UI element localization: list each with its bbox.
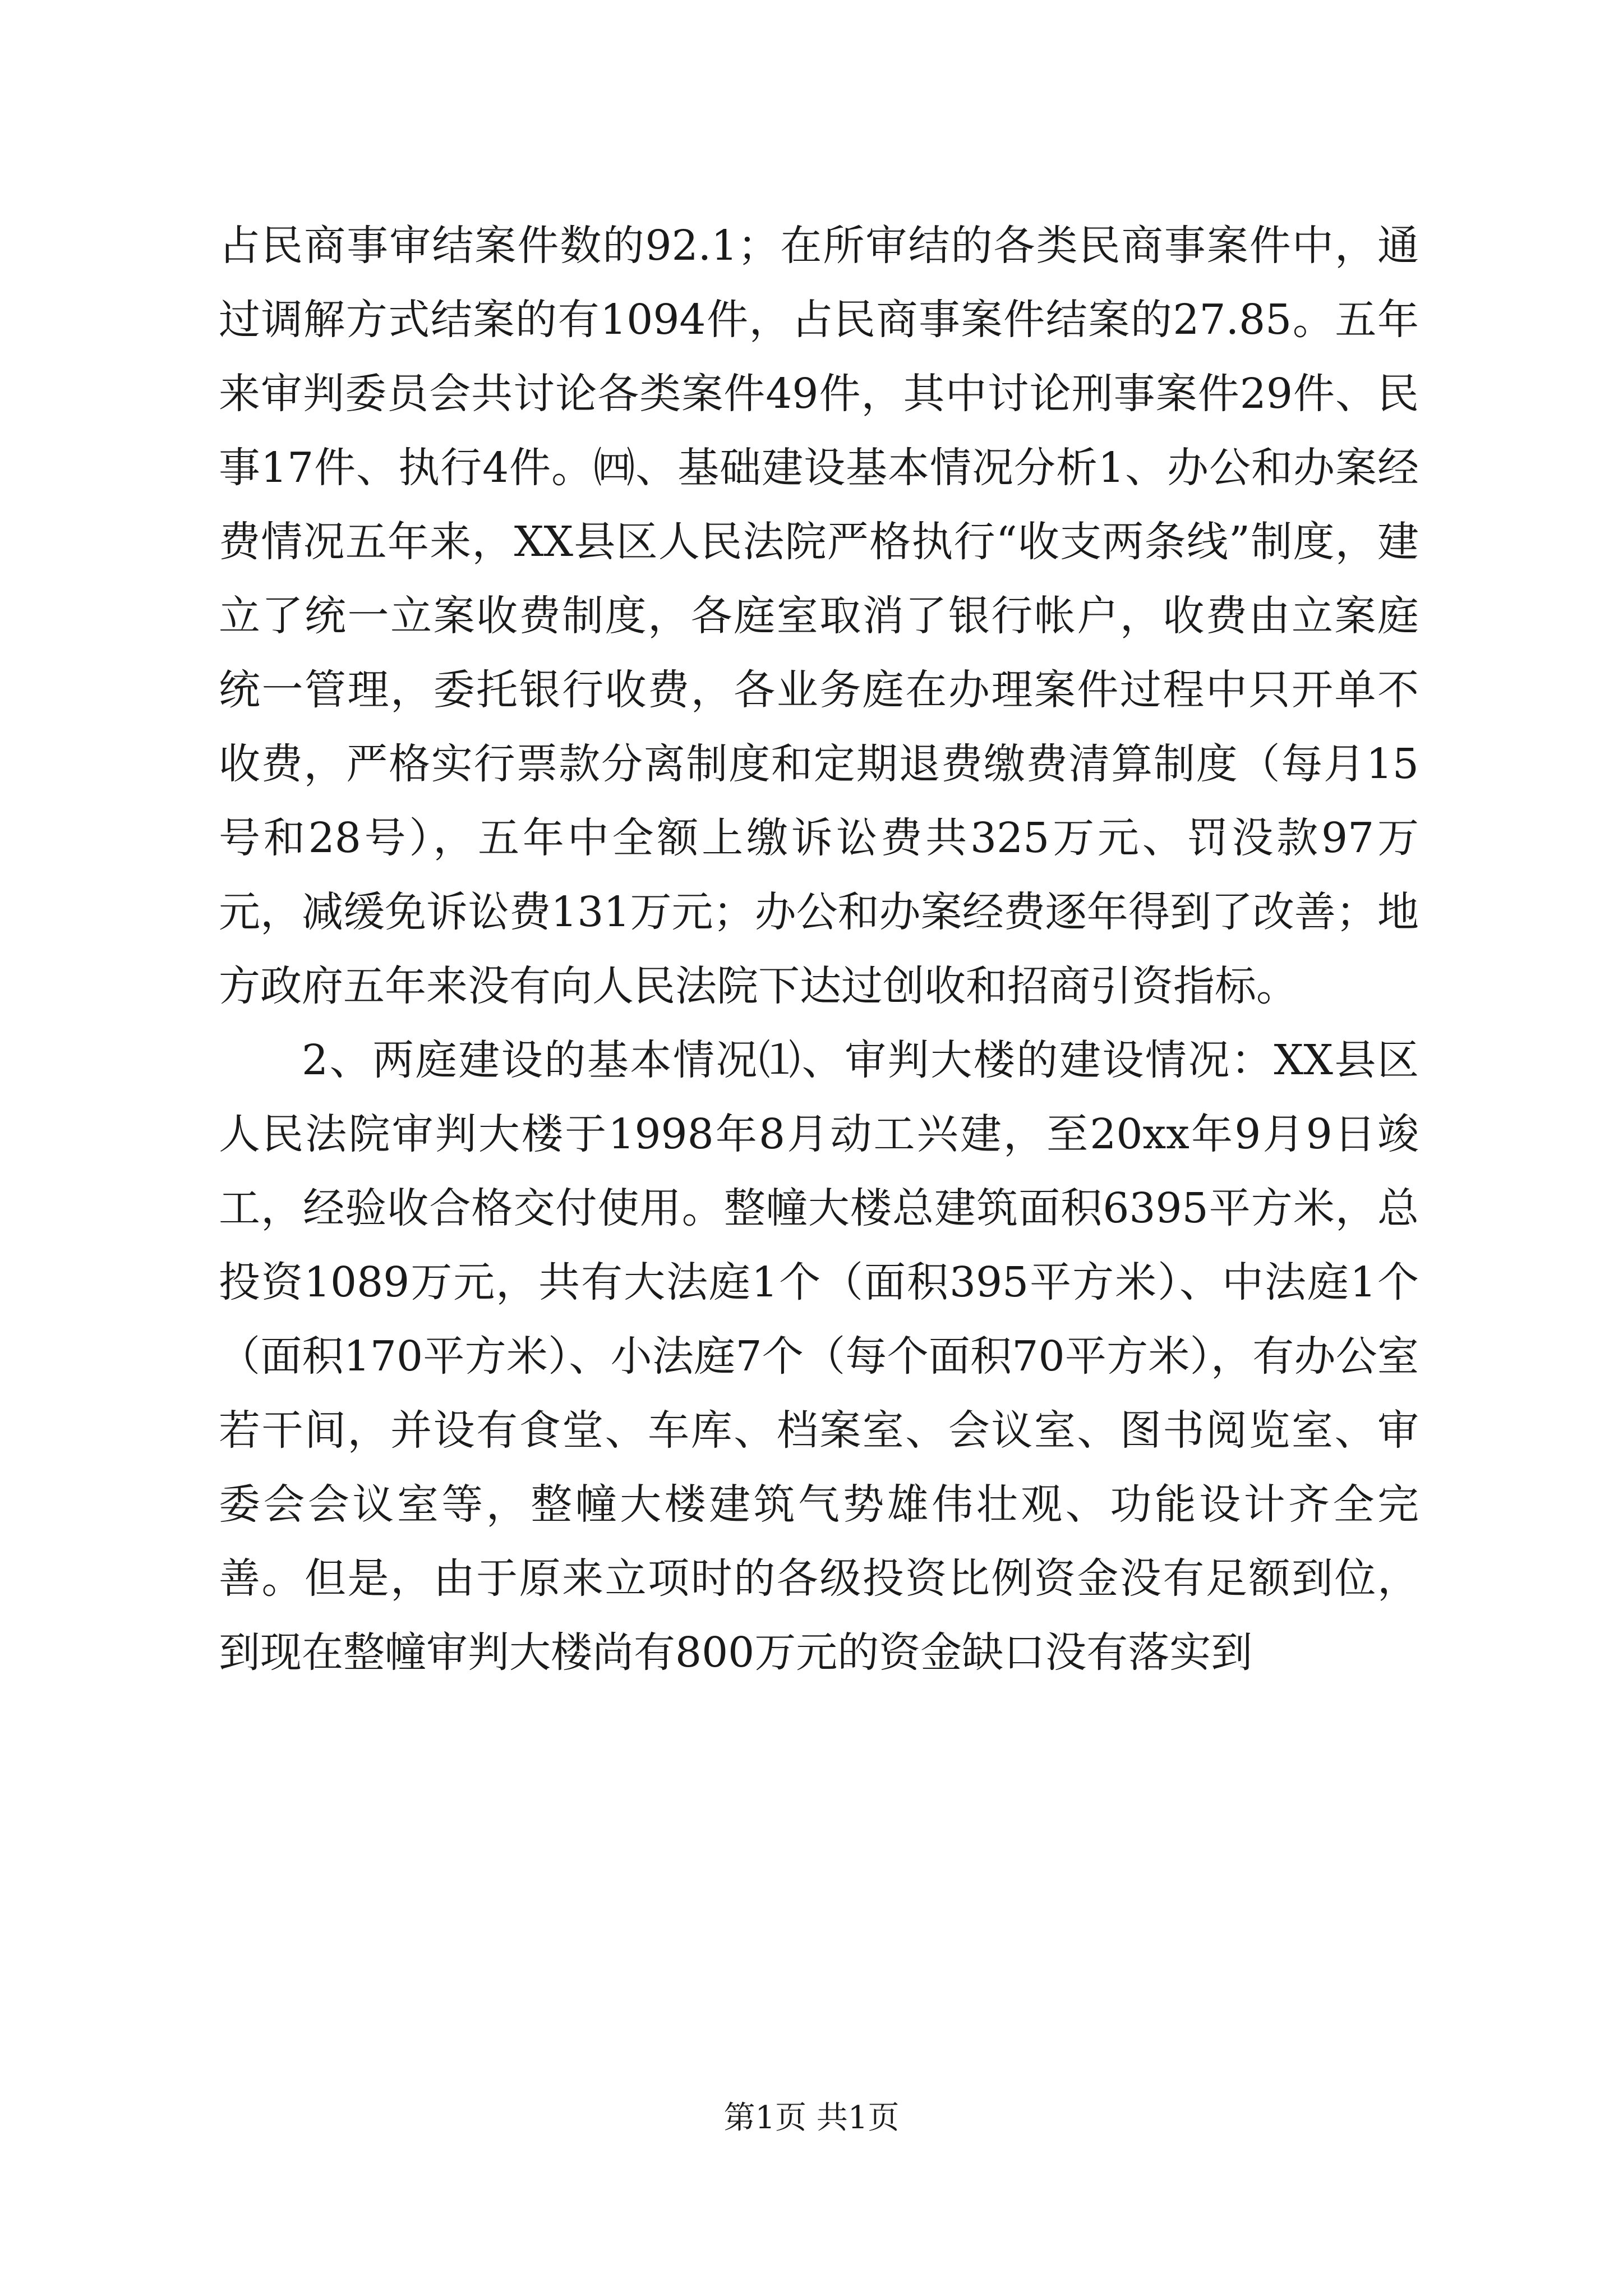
document-body: [219, 209, 1419, 1690]
paragraph-2: 2、两庭建设的基本情况⑴、审判大楼的建设情况：XX县区人民法院审判大楼于1998年8月动工兴建，至20xx年9月9日竣工，经验收合格交付使用。整幢大楼总建筑面积6395平方米，总投资1089万元，共有大法庭1个（面积395平方米）、中法庭1个（面积170平方米）、小法庭7个（每个面积70平方米），有办公室若干间，并设有食堂、车库、档案室、会议室、图书阅览室、审委会会议室等，整幢大楼建筑气势雄伟壮观、功能设计齐全完善。但是，由于原来立项时的各级投资比例资金没有足额到位，到现在整幢审判大楼尚有800万元的资金缺口没有落实到: [219, 1036, 1419, 1677]
paragraph-1: 占民商事审结案件数的92.1；在所审结的各类民商事案件中，通过调解方式结案的有1094件，占民商事案件结案的27.85。五年来审判委员会共讨论各类案件49件，其中讨论刑事案件29件、民事17件、执行4件。㈣、基础建设基本情况分析1、办公和办案经费情况五年来，XX县区人民法院严格执行“收支两条线”制度，建立了统一立案收费制度，各庭室取消了银行帐户，收费由立案庭统一管理，委托银行收费，各业务庭在办理案件过程中只开单不收费，严格实行票款分离制度和定期退费缴费清算制度（每月15号和28号），五年中全额上缴诉讼费共325万元、罚没款97万元，减缓免诉讼费131万元；办公和办案经费逐年得到了改善；地方政府五年来没有向人民法院下达过创收和招商引资指标。: [219, 222, 1419, 1010]
page-footer: [0, 2096, 1623, 2141]
page-number-label: 第1页 共1页: [723, 2100, 900, 2136]
